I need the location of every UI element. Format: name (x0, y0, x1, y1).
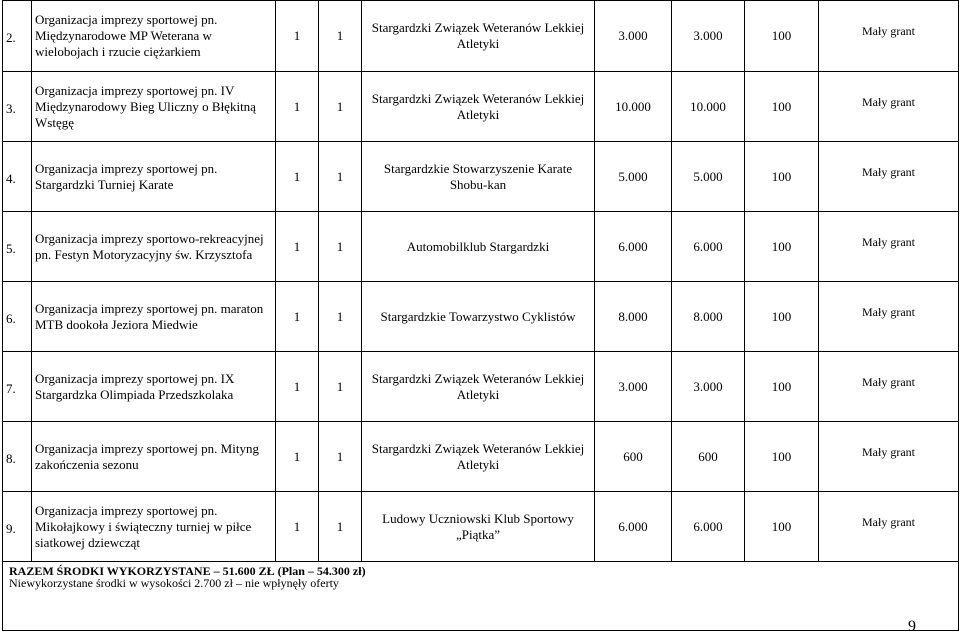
percent: 100 (771, 448, 792, 464)
grants-table (2, 0, 959, 631)
grant-type-cell (819, 352, 959, 422)
count-b: 1 (336, 98, 344, 114)
count-b-cell (319, 282, 362, 352)
count-a-cell (276, 492, 319, 562)
amount-requested-cell (595, 1, 672, 72)
count-a: 1 (293, 238, 301, 254)
amount-requested: 3.000 (618, 28, 648, 43)
summary-row (3, 562, 959, 631)
grant-type: Mały grant (862, 374, 915, 389)
percent: 100 (771, 28, 792, 43)
event-name-cell (32, 142, 276, 212)
percent: 100 (771, 518, 792, 534)
amount-granted: 600 (698, 448, 718, 464)
event-name: Organizacja imprezy sportowej pn. Stargardzki Turniej Karate (35, 160, 218, 192)
count-a-cell (276, 1, 319, 72)
event-name-cell (32, 492, 276, 562)
amount-granted-cell (672, 352, 745, 422)
table-row (3, 212, 959, 282)
count-b: 1 (336, 518, 344, 534)
amount-requested: 3.000 (618, 378, 648, 394)
row-number: 2. (6, 30, 16, 45)
table-body (3, 1, 959, 562)
count-b-cell (319, 72, 362, 142)
count-b: 1 (336, 308, 344, 324)
grant-type-cell (819, 282, 959, 352)
event-name-cell (32, 282, 276, 352)
count-a: 1 (293, 448, 301, 464)
percent-cell (745, 212, 819, 282)
amount-granted: 10.000 (690, 98, 726, 114)
amount-requested-cell (595, 492, 672, 562)
organizer-cell (362, 282, 595, 352)
row-number: 8. (6, 450, 16, 466)
organizer-cell (362, 142, 595, 212)
grant-type: Mały grant (862, 24, 915, 38)
summary-cell (3, 562, 959, 631)
amount-requested: 5.000 (618, 168, 648, 184)
row-number-cell (3, 1, 32, 72)
amount-granted-cell (672, 422, 745, 492)
amount-granted: 6.000 (693, 238, 723, 254)
amount-granted: 5.000 (693, 168, 723, 184)
grant-type: Mały grant (862, 514, 915, 529)
grant-type: Mały grant (862, 234, 915, 249)
event-name: Organizacja imprezy sportowej pn. IX Stargardzka Olimpiada Przedszkolaka (35, 370, 235, 402)
grant-type-cell (819, 142, 959, 212)
count-a: 1 (293, 98, 301, 114)
count-a-cell (276, 282, 319, 352)
row-number-cell (3, 282, 32, 352)
percent-cell (745, 422, 819, 492)
amount-requested: 10.000 (615, 98, 651, 114)
grant-type-cell (819, 492, 959, 562)
count-a: 1 (293, 518, 301, 534)
amount-granted: 8.000 (693, 308, 723, 324)
event-name: Organizacja imprezy sportowej pn. IV Międzynarodowy Bieg Uliczny o Błękitną Wstęgę (35, 82, 256, 130)
amount-granted-cell (672, 282, 745, 352)
row-number: 3. (6, 100, 16, 116)
row-number-cell (3, 422, 32, 492)
percent-cell (745, 492, 819, 562)
page-number: 9 (908, 618, 916, 635)
row-number-cell (3, 352, 32, 422)
organizer: Stargardzkie Stowarzyszenie Karate Shobu-kan (383, 160, 573, 192)
unused-funds-text: Niewykorzystane środki w wysokości 2.700 zł – nie wpłynęły oferty (9, 576, 339, 590)
event-name-cell (32, 72, 276, 142)
count-b: 1 (336, 168, 344, 184)
organizer: Stargardzkie Towarzystwo Cyklistów (380, 308, 576, 324)
count-b-cell (319, 422, 362, 492)
table-row (3, 142, 959, 212)
row-number: 5. (6, 240, 16, 256)
count-b: 1 (336, 448, 344, 464)
row-number-cell (3, 142, 32, 212)
count-a: 1 (293, 378, 301, 394)
organizer-cell (362, 422, 595, 492)
row-number-cell (3, 72, 32, 142)
row-number-cell (3, 212, 32, 282)
event-name: Organizacja imprezy sportowej pn. Międzynarodowe MP Weterana w wielobojach i rzucie ciężarkiem (35, 12, 218, 59)
event-name-cell (32, 422, 276, 492)
count-a: 1 (293, 28, 301, 43)
percent-cell (745, 142, 819, 212)
grant-type: Mały grant (862, 94, 915, 109)
grant-type: Mały grant (862, 164, 915, 179)
percent: 100 (771, 308, 792, 324)
row-number: 7. (6, 380, 16, 396)
table-row (3, 352, 959, 422)
count-a: 1 (293, 168, 301, 184)
count-a-cell (276, 422, 319, 492)
amount-granted-cell (672, 212, 745, 282)
amount-requested-cell (595, 72, 672, 142)
event-name: Organizacja imprezy sportowej pn. maraton MTB dookoła Jeziora Miedwie (35, 300, 264, 332)
event-name-cell (32, 212, 276, 282)
amount-requested: 8.000 (618, 308, 648, 324)
percent-cell (745, 1, 819, 72)
grant-type-cell (819, 1, 959, 72)
organizer-cell (362, 492, 595, 562)
organizer-cell (362, 72, 595, 142)
count-a: 1 (293, 308, 301, 324)
percent-cell (745, 282, 819, 352)
table-row (3, 1, 959, 72)
organizer: Stargardzki Związek Weteranów Lekkiej Atletyki (371, 440, 585, 472)
organizer: Ludowy Uczniowski Klub Sportowy „Piątka” (382, 510, 574, 542)
count-a-cell (276, 212, 319, 282)
count-b-cell (319, 212, 362, 282)
amount-requested-cell (595, 212, 672, 282)
table-row (3, 72, 959, 142)
count-b: 1 (336, 238, 344, 254)
count-b-cell (319, 352, 362, 422)
event-name-cell (32, 352, 276, 422)
count-a-cell (276, 72, 319, 142)
total-used-text: RAZEM ŚRODKI WYKORZYSTANE – 51.600 ZŁ (Plan – 54.300 zł) (9, 564, 366, 578)
percent: 100 (771, 168, 792, 184)
event-name-cell (32, 1, 276, 72)
grant-type: Mały grant (862, 304, 915, 319)
amount-granted-cell (672, 1, 745, 72)
amount-requested-cell (595, 282, 672, 352)
grant-type-cell (819, 72, 959, 142)
event-name: Organizacja imprezy sportowej pn. Mikołajkowy i świąteczny turniej w piłce siatkowej dziewcząt (35, 502, 252, 550)
row-number: 6. (6, 310, 16, 326)
amount-requested-cell (595, 142, 672, 212)
percent: 100 (771, 378, 792, 394)
row-number: 9. (6, 520, 16, 536)
grant-type: Mały grant (862, 444, 915, 459)
amount-requested-cell (595, 352, 672, 422)
count-b: 1 (336, 378, 344, 394)
event-name: Organizacja imprezy sportowo-rekreacyjnej pn. Festyn Motoryzacyjny św. Krzysztofa (35, 230, 264, 262)
amount-requested: 600 (623, 448, 643, 464)
table-row (3, 492, 959, 562)
amount-requested-cell (595, 422, 672, 492)
count-b: 1 (336, 28, 344, 43)
table-row (3, 282, 959, 352)
organizer-cell (362, 1, 595, 72)
amount-granted-cell (672, 492, 745, 562)
grant-type-cell (819, 212, 959, 282)
organizer: Stargardzki Związek Weteranów Lekkiej Atletyki (371, 370, 585, 402)
organizer-cell (362, 212, 595, 282)
row-number: 4. (6, 170, 16, 186)
amount-granted-cell (672, 142, 745, 212)
table-row (3, 422, 959, 492)
amount-requested: 6.000 (618, 238, 648, 254)
organizer-cell (362, 352, 595, 422)
event-name: Organizacja imprezy sportowej pn. Mityng zakończenia sezonu (35, 440, 259, 472)
percent-cell (745, 72, 819, 142)
amount-granted: 3.000 (693, 378, 723, 394)
amount-granted: 3.000 (693, 28, 723, 43)
organizer: Automobilklub Stargardzki (406, 238, 550, 254)
organizer: Stargardzki Związek Weteranów Lekkiej Atletyki (371, 20, 585, 51)
percent-cell (745, 352, 819, 422)
amount-requested: 6.000 (618, 518, 648, 534)
count-a-cell (276, 352, 319, 422)
count-b-cell (319, 142, 362, 212)
count-b-cell (319, 492, 362, 562)
organizer: Stargardzki Związek Weteranów Lekkiej Atletyki (371, 90, 585, 122)
count-a-cell (276, 142, 319, 212)
percent: 100 (771, 98, 792, 114)
row-number-cell (3, 492, 32, 562)
amount-granted: 6.000 (693, 518, 723, 534)
count-b-cell (319, 1, 362, 72)
percent: 100 (771, 238, 792, 254)
grant-type-cell (819, 422, 959, 492)
amount-granted-cell (672, 72, 745, 142)
